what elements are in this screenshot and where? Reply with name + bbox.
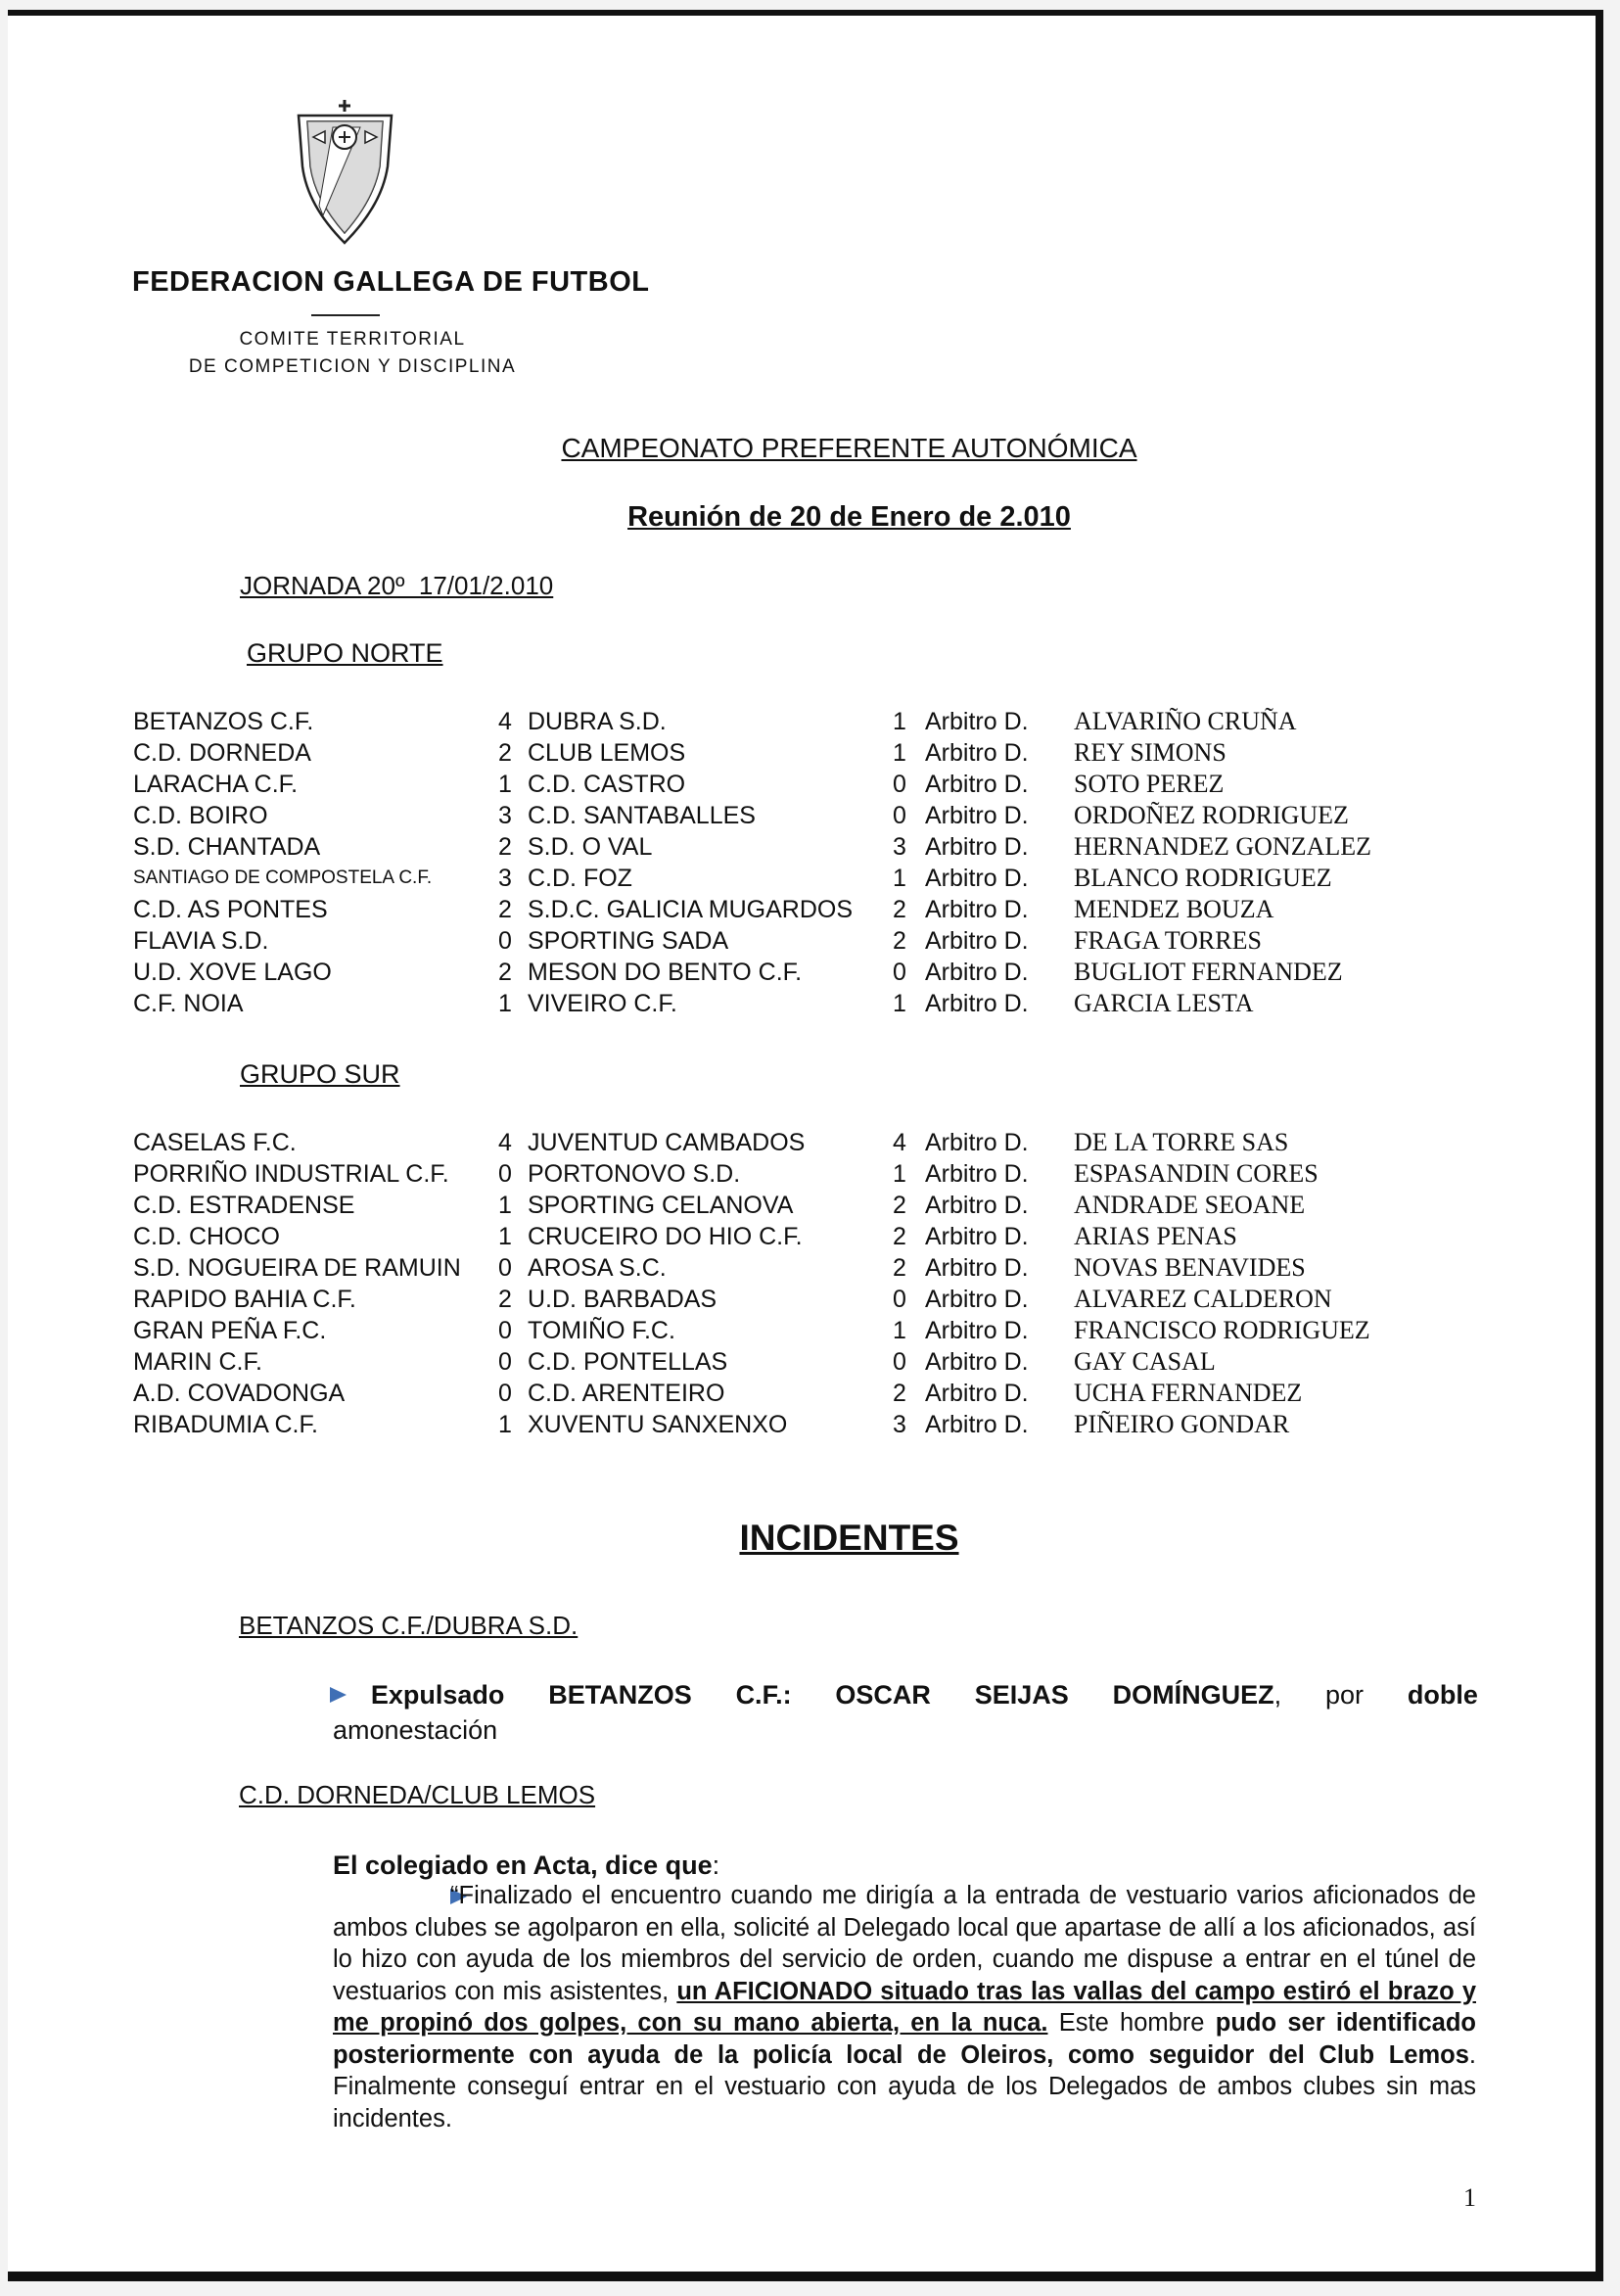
away-goals: 2 bbox=[893, 1191, 906, 1219]
home-team: RIBADUMIA C.F. bbox=[133, 1410, 318, 1438]
home-goals: 0 bbox=[498, 1379, 512, 1407]
home-goals: 2 bbox=[498, 738, 512, 767]
away-team: U.D. BARBADAS bbox=[528, 1285, 717, 1313]
home-team: LARACHA C.F. bbox=[133, 770, 299, 798]
away-team: CLUB LEMOS bbox=[528, 738, 686, 767]
away-team: VIVEIRO C.F. bbox=[528, 989, 677, 1017]
home-team: CASELAS F.C. bbox=[133, 1128, 297, 1156]
expulsion-line bbox=[333, 1677, 1478, 1712]
meeting-text: Reunión de 20 de Enero de 2.010 bbox=[627, 501, 1071, 533]
round-text: JORNADA 20º 17/01/2.010 bbox=[240, 571, 554, 600]
home-team: RAPIDO BAHIA C.F. bbox=[133, 1285, 356, 1313]
championship-text: CAMPEONATO PREFERENTE AUTONÓMICA bbox=[561, 433, 1137, 463]
result-row bbox=[133, 706, 1371, 737]
away-team: TOMIÑO F.C. bbox=[528, 1316, 675, 1344]
bullet-arrow-icon bbox=[330, 1687, 347, 1703]
divider bbox=[311, 314, 380, 316]
referee-role: Arbitro D. bbox=[925, 989, 1029, 1017]
away-goals: 1 bbox=[893, 1316, 906, 1344]
incidents-text: INCIDENTES bbox=[739, 1518, 959, 1558]
referee-role: Arbitro D. bbox=[925, 1191, 1029, 1219]
away-team: DUBRA S.D. bbox=[528, 707, 667, 735]
home-goals: 1 bbox=[498, 989, 512, 1017]
group-north-text: GRUPO NORTE bbox=[247, 638, 443, 668]
away-goals: 2 bbox=[893, 926, 906, 955]
referee-role: Arbitro D. bbox=[925, 707, 1029, 735]
referee-name: REY SIMONS bbox=[1074, 738, 1227, 767]
away-team: SPORTING CELANOVA bbox=[528, 1191, 794, 1219]
away-team: S.D.C. GALICIA MUGARDOS bbox=[528, 895, 854, 923]
page-number: 1 bbox=[1463, 2183, 1476, 2212]
referee-role: Arbitro D. bbox=[925, 832, 1029, 861]
quote-part-2: un AFICIONADO situado tras las vallas del campo estiró el brazo y me propinó dos golpes, con su mano abierta, en la nuca. bbox=[333, 1977, 1476, 2037]
away-goals: 0 bbox=[893, 801, 906, 829]
result-row bbox=[133, 1346, 1370, 1378]
referee-name: SOTO PEREZ bbox=[1074, 770, 1225, 798]
quote-part-4: pudo ser identificado posteriormente con ayuda de la policía local de Oleiros, como seguidor del Club Lemos bbox=[333, 2009, 1476, 2069]
away-goals: 1 bbox=[893, 707, 906, 735]
group-north-title bbox=[247, 638, 443, 669]
round-title bbox=[240, 571, 553, 601]
home-team: C.F. NOIA bbox=[133, 989, 244, 1017]
referee-role: Arbitro D. bbox=[925, 770, 1029, 798]
referee-name: ARIAS PENAS bbox=[1074, 1222, 1237, 1250]
federation-crest-icon bbox=[294, 98, 396, 245]
home-team: A.D. COVADONGA bbox=[133, 1379, 346, 1407]
away-team: MESON DO BENTO C.F. bbox=[528, 958, 803, 986]
home-team: MARIN C.F. bbox=[133, 1347, 262, 1376]
committee-line-1: COMITE TERRITORIAL bbox=[239, 329, 466, 350]
incident-match-2-text: C.D. DORNEDA/CLUB LEMOS bbox=[239, 1780, 596, 1809]
home-team: C.D. AS PONTES bbox=[133, 895, 328, 923]
home-goals: 3 bbox=[498, 864, 512, 892]
home-team: PORRIÑO INDUSTRIAL C.F. bbox=[133, 1159, 449, 1188]
home-goals: 4 bbox=[498, 1128, 512, 1156]
home-goals: 2 bbox=[498, 958, 512, 986]
home-goals: 2 bbox=[498, 1285, 512, 1313]
incident-match-1-text: BETANZOS C.F./DUBRA S.D. bbox=[239, 1611, 579, 1640]
away-goals: 2 bbox=[893, 1253, 906, 1282]
expulsion-word-3: C.F.: bbox=[735, 1680, 792, 1710]
away-goals: 3 bbox=[893, 1410, 906, 1438]
home-team: C.D. DORNEDA bbox=[133, 738, 311, 767]
championship-title bbox=[0, 433, 1620, 464]
away-goals: 2 bbox=[893, 1379, 906, 1407]
result-row bbox=[133, 737, 1371, 769]
away-goals: 2 bbox=[893, 895, 906, 923]
away-goals: 0 bbox=[893, 770, 906, 798]
group-north-results bbox=[133, 706, 1371, 1019]
referee-role: Arbitro D. bbox=[925, 1128, 1029, 1156]
result-row bbox=[133, 1158, 1370, 1190]
result-row bbox=[133, 1252, 1370, 1284]
away-goals: 2 bbox=[893, 1222, 906, 1250]
referee-name: BLANCO RODRIGUEZ bbox=[1074, 864, 1332, 892]
referee-name: PIÑEIRO GONDAR bbox=[1074, 1410, 1290, 1438]
organization-name: FEDERACION GALLEGA DE FUTBOL bbox=[132, 266, 650, 298]
home-goals: 3 bbox=[498, 801, 512, 829]
away-goals: 0 bbox=[893, 958, 906, 986]
referee-statement-intro bbox=[333, 1851, 719, 1881]
referee-name: HERNANDEZ GONZALEZ bbox=[1074, 832, 1372, 861]
result-row bbox=[133, 1315, 1370, 1346]
home-goals: 0 bbox=[498, 926, 512, 955]
referee-name: UCHA FERNANDEZ bbox=[1074, 1379, 1303, 1407]
group-south-results bbox=[133, 1127, 1370, 1440]
away-team: SPORTING SADA bbox=[528, 926, 729, 955]
referee-name: GARCIA LESTA bbox=[1074, 989, 1254, 1017]
statement-bold: El colegiado en Acta, dice que bbox=[333, 1851, 713, 1880]
expulsion-line-2: amonestación bbox=[333, 1715, 498, 1745]
result-row bbox=[133, 894, 1371, 925]
expulsion-word-8: doble bbox=[1407, 1680, 1478, 1710]
result-row bbox=[133, 1409, 1370, 1440]
result-row bbox=[133, 1378, 1370, 1409]
referee-name: DE LA TORRE SAS bbox=[1074, 1128, 1289, 1156]
expulsion-word-1: Expulsado bbox=[370, 1680, 505, 1710]
away-goals: 1 bbox=[893, 1159, 906, 1188]
away-goals: 0 bbox=[893, 1347, 906, 1376]
referee-role: Arbitro D. bbox=[925, 738, 1029, 767]
home-team: S.D. NOGUEIRA DE RAMUIN bbox=[133, 1253, 461, 1282]
result-row bbox=[133, 831, 1371, 863]
expulsion-word-7: por bbox=[1325, 1680, 1365, 1710]
home-team: S.D. CHANTADA bbox=[133, 832, 321, 861]
quote-part-3: Este hombre bbox=[1047, 2009, 1216, 2037]
home-team: C.D. CHOCO bbox=[133, 1222, 280, 1250]
expulsion-word-4: OSCAR bbox=[835, 1680, 931, 1710]
away-team: JUVENTUD CAMBADOS bbox=[528, 1128, 806, 1156]
referee-role: Arbitro D. bbox=[925, 1285, 1029, 1313]
away-team: C.D. FOZ bbox=[528, 864, 632, 892]
referee-name: GAY CASAL bbox=[1074, 1347, 1216, 1376]
referee-role: Arbitro D. bbox=[925, 895, 1029, 923]
away-team: C.D. PONTELLAS bbox=[528, 1347, 728, 1376]
home-team: FLAVIA S.D. bbox=[133, 926, 269, 955]
referee-name: BUGLIOT FERNANDEZ bbox=[1074, 958, 1343, 986]
referee-role: Arbitro D. bbox=[925, 1253, 1029, 1282]
referee-name: MENDEZ BOUZA bbox=[1074, 895, 1274, 923]
quote-part-1: “Finalizado el encuentro cuando me dirigía a la entrada de vestuario varios aficionados de ambos clubes se agolparon en ella, solicité al Delegado local que apartase de allí a los aficionados, así lo hizo con ayuda de los miembros del servicio de orden, cuando me dispuse a entrar en el túnel de vestuarios con mis asistentes, bbox=[333, 1882, 1476, 2005]
incident-match-2-title bbox=[239, 1780, 595, 1810]
expulsion-word-2: BETANZOS bbox=[548, 1680, 692, 1710]
referee-name: ESPASANDIN CORES bbox=[1074, 1159, 1319, 1188]
expulsion-word-5: SEIJAS bbox=[974, 1680, 1069, 1710]
referee-role: Arbitro D. bbox=[925, 1316, 1029, 1344]
result-row bbox=[133, 1284, 1370, 1315]
referee-role: Arbitro D. bbox=[925, 1159, 1029, 1188]
away-goals: 0 bbox=[893, 1285, 906, 1313]
away-team: C.D. CASTRO bbox=[528, 770, 686, 798]
quote-part-5: . Finalmente conseguí entrar en el vestuario con ayuda de los Delegados de ambos clubes sin mas incidentes. bbox=[333, 2040, 1476, 2132]
referee-role: Arbitro D. bbox=[925, 1410, 1029, 1438]
away-goals: 4 bbox=[893, 1128, 906, 1156]
referee-role: Arbitro D. bbox=[925, 801, 1029, 829]
home-goals: 1 bbox=[498, 1191, 512, 1219]
referee-name: NOVAS BENAVIDES bbox=[1074, 1253, 1306, 1282]
referee-name: ALVAREZ CALDERON bbox=[1074, 1285, 1332, 1313]
home-goals: 0 bbox=[498, 1347, 512, 1376]
away-goals: 1 bbox=[893, 989, 906, 1017]
away-team: C.D. SANTABALLES bbox=[528, 801, 756, 829]
meeting-title bbox=[0, 501, 1620, 534]
home-team: SANTIAGO DE COMPOSTELA C.F. bbox=[133, 867, 433, 888]
referee-role: Arbitro D. bbox=[925, 926, 1029, 955]
home-goals: 1 bbox=[498, 1410, 512, 1438]
result-row bbox=[133, 863, 1371, 894]
home-team: C.D. ESTRADENSE bbox=[133, 1191, 355, 1219]
expulsion-word-6: DOMÍNGUEZ bbox=[1112, 1680, 1274, 1710]
committee-name bbox=[137, 326, 568, 381]
away-team: AROSA S.C. bbox=[528, 1253, 667, 1282]
incidents-title bbox=[0, 1518, 1620, 1559]
away-team: S.D. O VAL bbox=[528, 832, 653, 861]
referee-name: FRAGA TORRES bbox=[1074, 926, 1262, 955]
away-team: XUVENTU SANXENXO bbox=[528, 1410, 788, 1438]
home-goals: 2 bbox=[498, 832, 512, 861]
statement-colon: : bbox=[712, 1851, 720, 1880]
referee-name: ORDOÑEZ RODRIGUEZ bbox=[1074, 801, 1349, 829]
committee-line-2: DE COMPETICION Y DISCIPLINA bbox=[188, 356, 517, 377]
expulsion-paragraph bbox=[333, 1677, 1478, 1748]
result-row bbox=[133, 1127, 1370, 1158]
home-goals: 4 bbox=[498, 707, 512, 735]
home-team: GRAN PEÑA F.C. bbox=[133, 1316, 327, 1344]
group-south-title bbox=[240, 1059, 400, 1090]
away-goals: 1 bbox=[893, 864, 906, 892]
referee-name: FRANCISCO RODRIGUEZ bbox=[1074, 1316, 1370, 1344]
away-goals: 3 bbox=[893, 832, 906, 861]
result-row bbox=[133, 1190, 1370, 1221]
home-team: C.D. BOIRO bbox=[133, 801, 268, 829]
result-row bbox=[133, 988, 1371, 1019]
result-row bbox=[133, 925, 1371, 957]
result-row bbox=[133, 957, 1371, 988]
away-team: CRUCEIRO DO HIO C.F. bbox=[528, 1222, 803, 1250]
group-south-text: GRUPO SUR bbox=[240, 1059, 400, 1089]
home-team: BETANZOS C.F. bbox=[133, 707, 314, 735]
referee-name: ALVARIÑO CRUÑA bbox=[1074, 707, 1297, 735]
result-row bbox=[133, 1221, 1370, 1252]
away-goals: 1 bbox=[893, 738, 906, 767]
expulsion-comma: , bbox=[1273, 1680, 1282, 1710]
home-goals: 0 bbox=[498, 1316, 512, 1344]
referee-role: Arbitro D. bbox=[925, 1347, 1029, 1376]
home-team: U.D. XOVE LAGO bbox=[133, 958, 332, 986]
away-team: C.D. ARENTEIRO bbox=[528, 1379, 725, 1407]
referee-role: Arbitro D. bbox=[925, 1222, 1029, 1250]
referee-role: Arbitro D. bbox=[925, 864, 1029, 892]
result-row bbox=[133, 769, 1371, 800]
incident-match-1-title bbox=[239, 1611, 578, 1641]
away-team: PORTONOVO S.D. bbox=[528, 1159, 741, 1188]
referee-quote bbox=[333, 1880, 1476, 2134]
home-goals: 1 bbox=[498, 1222, 512, 1250]
home-goals: 0 bbox=[498, 1253, 512, 1282]
home-goals: 1 bbox=[498, 770, 512, 798]
result-row bbox=[133, 800, 1371, 831]
referee-role: Arbitro D. bbox=[925, 1379, 1029, 1407]
referee-name: ANDRADE SEOANE bbox=[1074, 1191, 1306, 1219]
referee-role: Arbitro D. bbox=[925, 958, 1029, 986]
home-goals: 0 bbox=[498, 1159, 512, 1188]
home-goals: 2 bbox=[498, 895, 512, 923]
